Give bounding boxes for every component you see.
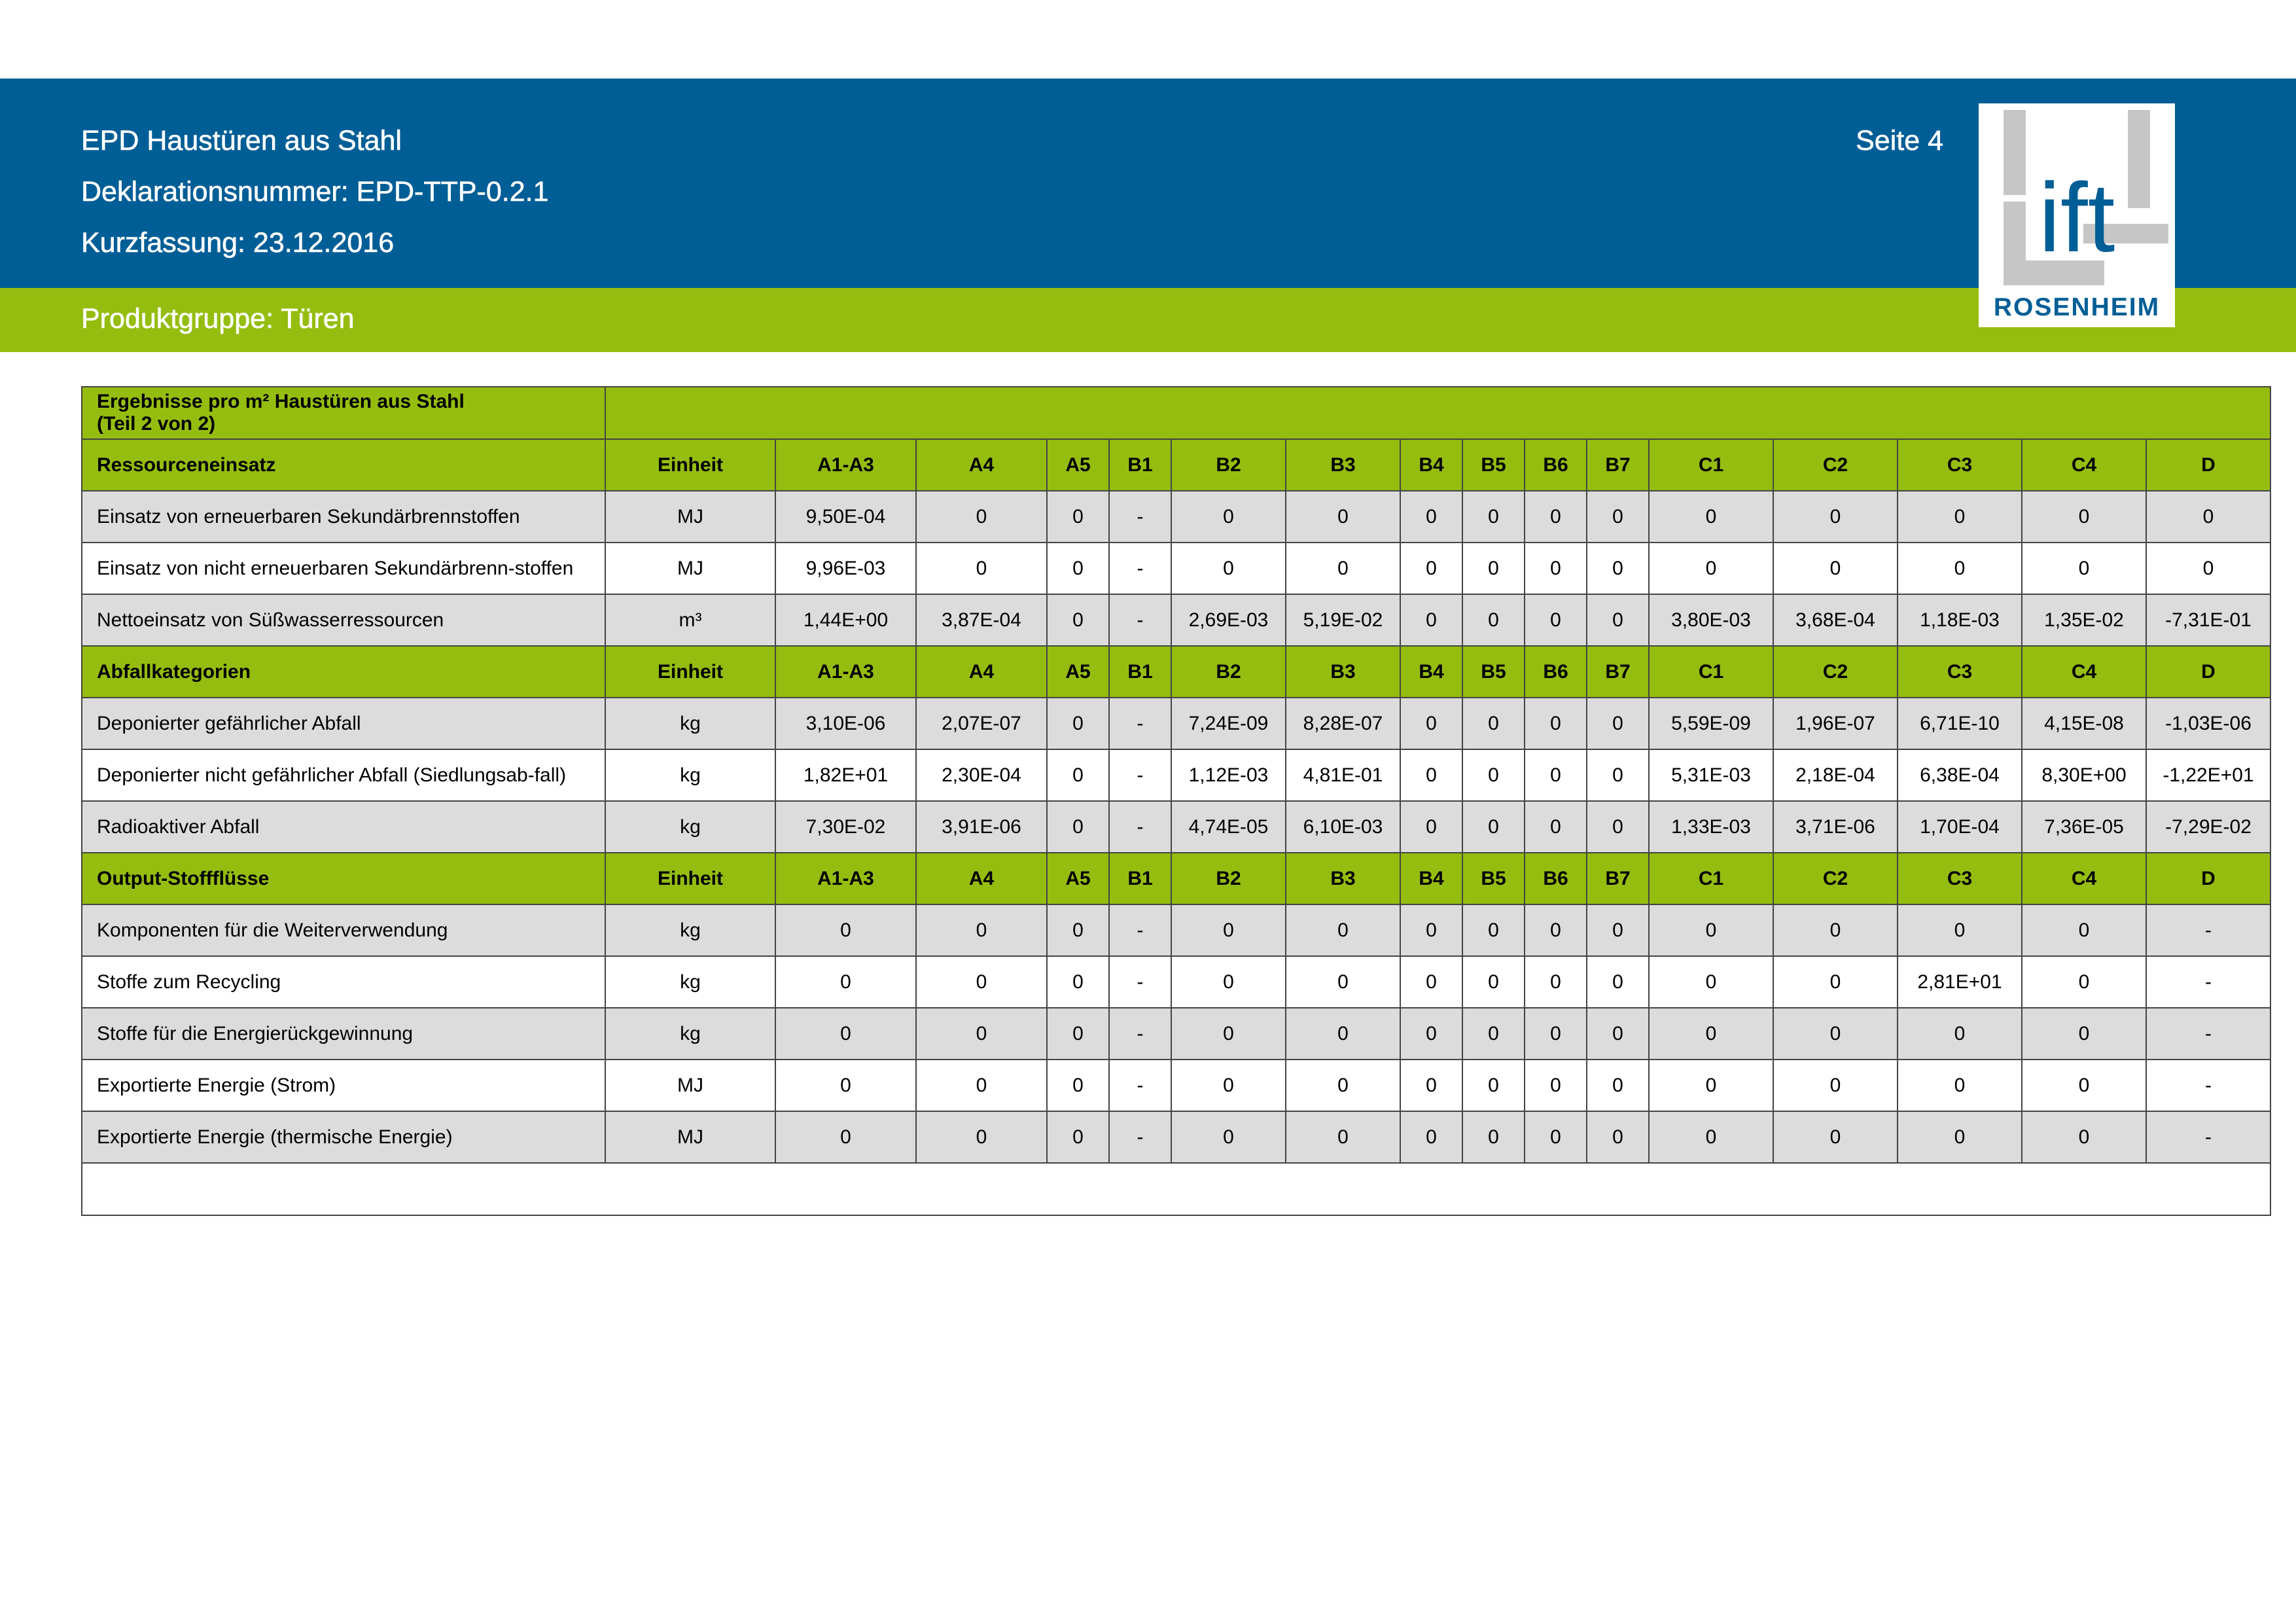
value-cell: 3,91E-06 [916, 801, 1047, 853]
value-cell: 0 [1171, 543, 1286, 594]
value-cell: 0 [1400, 801, 1462, 853]
row-unit: m³ [605, 594, 775, 646]
value-cell: 0 [1898, 904, 2022, 956]
column-header-c1: C1 [1649, 646, 1773, 698]
value-cell: 0 [1047, 491, 1109, 543]
table-empty-cell [82, 1163, 2270, 1215]
value-cell: 2,81E+01 [1898, 956, 2022, 1008]
column-header-b2: B2 [1171, 853, 1286, 904]
value-cell: 0 [1649, 491, 1773, 543]
value-cell: 0 [1587, 749, 1649, 801]
value-cell: 0 [775, 1060, 916, 1111]
value-cell: 0 [1286, 543, 1400, 594]
value-cell: 0 [1462, 749, 1525, 801]
unit-header: Einheit [605, 646, 775, 698]
value-cell: 0 [1898, 1111, 2022, 1163]
summary-date: Kurzfassung: 23.12.2016 [81, 227, 395, 259]
table-row [82, 1060, 2270, 1111]
section-header-row [82, 439, 2270, 491]
section-title: Output-Stoffflüsse [82, 853, 605, 904]
column-header-a1-a3: A1-A3 [775, 439, 916, 491]
column-header-b2: B2 [1171, 439, 1286, 491]
value-cell: 0 [1400, 956, 1462, 1008]
value-cell: 0 [2146, 543, 2270, 594]
section-title: Ressourceneinsatz [82, 439, 605, 491]
value-cell: - [2146, 1060, 2270, 1111]
value-cell: 0 [2022, 904, 2146, 956]
column-header-c3: C3 [1898, 439, 2022, 491]
value-cell: 5,59E-09 [1649, 698, 1773, 749]
value-cell: 0 [1525, 749, 1587, 801]
row-label: Exportierte Energie (thermische Energie) [82, 1111, 605, 1163]
value-cell: 0 [1286, 1111, 1400, 1163]
value-cell: 1,18E-03 [1898, 594, 2022, 646]
value-cell: 0 [1898, 1008, 2022, 1060]
value-cell: - [1109, 543, 1171, 594]
value-cell: 1,35E-02 [2022, 594, 2146, 646]
column-header-c3: C3 [1898, 646, 2022, 698]
results-table [81, 386, 2271, 1216]
value-cell: 0 [1286, 1008, 1400, 1060]
value-cell: 0 [1525, 956, 1587, 1008]
value-cell: 3,68E-04 [1773, 594, 1898, 646]
value-cell: 0 [1462, 594, 1525, 646]
value-cell: 0 [1587, 698, 1649, 749]
value-cell: 0 [1525, 1008, 1587, 1060]
value-cell: 0 [1400, 1008, 1462, 1060]
value-cell: 0 [1462, 1008, 1525, 1060]
value-cell: 0 [1171, 956, 1286, 1008]
value-cell: 0 [1462, 956, 1525, 1008]
value-cell: 9,50E-04 [775, 491, 916, 543]
document-title: EPD Haustüren aus Stahl [81, 125, 402, 156]
value-cell: 0 [1773, 1111, 1898, 1163]
row-unit: MJ [605, 1111, 775, 1163]
value-cell: 0 [1587, 801, 1649, 853]
column-header-a4: A4 [916, 853, 1047, 904]
section-title: Abfallkategorien [82, 646, 605, 698]
value-cell: 0 [1462, 491, 1525, 543]
section-header-row [82, 646, 2270, 698]
table-row [82, 749, 2270, 801]
value-cell: 0 [916, 956, 1047, 1008]
value-cell: 0 [1587, 956, 1649, 1008]
value-cell: 0 [1047, 543, 1109, 594]
value-cell: 0 [775, 1111, 916, 1163]
value-cell: 0 [2146, 491, 2270, 543]
value-cell: 0 [1525, 1060, 1587, 1111]
section-header-row [82, 853, 2270, 904]
table-caption-line2: (Teil 2 von 2) [97, 413, 216, 435]
value-cell: 0 [916, 1060, 1047, 1111]
column-header-c2: C2 [1773, 646, 1898, 698]
value-cell: 0 [1649, 1008, 1773, 1060]
column-header-b2: B2 [1171, 646, 1286, 698]
value-cell: 8,28E-07 [1286, 698, 1400, 749]
column-header-b5: B5 [1462, 646, 1525, 698]
value-cell: 1,44E+00 [775, 594, 916, 646]
unit-header: Einheit [605, 439, 775, 491]
column-header-d: D [2146, 853, 2270, 904]
column-header-a1-a3: A1-A3 [775, 646, 916, 698]
value-cell: 3,87E-04 [916, 594, 1047, 646]
value-cell: 0 [1286, 904, 1400, 956]
value-cell: 0 [1773, 491, 1898, 543]
value-cell: 0 [1047, 801, 1109, 853]
column-header-a5: A5 [1047, 646, 1109, 698]
column-header-d: D [2146, 439, 2270, 491]
table-caption-line1: Ergebnisse pro m² Haustüren aus Stahl [97, 391, 465, 412]
value-cell: 0 [1587, 594, 1649, 646]
value-cell: - [2146, 1111, 2270, 1163]
row-label: Radioaktiver Abfall [82, 801, 605, 853]
value-cell: 0 [2022, 1060, 2146, 1111]
table-caption-row [82, 387, 2270, 439]
value-cell: 0 [1047, 594, 1109, 646]
value-cell: 1,12E-03 [1171, 749, 1286, 801]
value-cell: 0 [1525, 904, 1587, 956]
table-row [82, 491, 2270, 543]
column-header-c3: C3 [1898, 853, 2022, 904]
value-cell: 0 [916, 543, 1047, 594]
declaration-number: Deklarationsnummer: EPD-TTP-0.2.1 [81, 176, 549, 207]
value-cell: 0 [1525, 543, 1587, 594]
row-unit: kg [605, 698, 775, 749]
column-header-b4: B4 [1400, 646, 1462, 698]
value-cell: 5,19E-02 [1286, 594, 1400, 646]
value-cell: 8,30E+00 [2022, 749, 2146, 801]
value-cell: 0 [1047, 698, 1109, 749]
value-cell: 6,71E-10 [1898, 698, 2022, 749]
row-unit: kg [605, 1008, 775, 1060]
value-cell: 0 [1047, 749, 1109, 801]
row-unit: kg [605, 801, 775, 853]
column-header-c4: C4 [2022, 853, 2146, 904]
value-cell: 0 [1773, 1008, 1898, 1060]
table-row [82, 956, 2270, 1008]
value-cell: -7,29E-02 [2146, 801, 2270, 853]
value-cell: 0 [1400, 543, 1462, 594]
value-cell: 6,38E-04 [1898, 749, 2022, 801]
value-cell: 0 [1400, 1111, 1462, 1163]
row-label: Komponenten für die Weiterverwendung [82, 904, 605, 956]
value-cell: 0 [2022, 491, 2146, 543]
table-row [82, 594, 2270, 646]
column-header-a4: A4 [916, 439, 1047, 491]
value-cell: 0 [916, 491, 1047, 543]
column-header-a5: A5 [1047, 439, 1109, 491]
value-cell: -1,03E-06 [2146, 698, 2270, 749]
row-label: Einsatz von erneuerbaren Sekundärbrennstoffen [82, 491, 605, 543]
value-cell: - [2146, 956, 2270, 1008]
table-row [82, 698, 2270, 749]
table-row [82, 1008, 2270, 1060]
value-cell: 0 [1400, 698, 1462, 749]
table-caption-filler [605, 387, 2270, 439]
value-cell: 0 [1462, 904, 1525, 956]
value-cell: - [1109, 1008, 1171, 1060]
value-cell: 0 [1525, 1111, 1587, 1163]
row-unit: MJ [605, 1060, 775, 1111]
value-cell: - [1109, 904, 1171, 956]
value-cell: -7,31E-01 [2146, 594, 2270, 646]
value-cell: 3,71E-06 [1773, 801, 1898, 853]
value-cell: - [1109, 1111, 1171, 1163]
value-cell: - [1109, 698, 1171, 749]
column-header-b4: B4 [1400, 439, 1462, 491]
value-cell: 0 [1400, 904, 1462, 956]
product-group: Produktgruppe: Türen [81, 303, 355, 334]
value-cell: 3,10E-06 [775, 698, 916, 749]
value-cell: 0 [916, 904, 1047, 956]
row-unit: MJ [605, 491, 775, 543]
column-header-d: D [2146, 646, 2270, 698]
value-cell: 0 [1773, 543, 1898, 594]
table-row [82, 543, 2270, 594]
row-unit: kg [605, 956, 775, 1008]
value-cell: 0 [2022, 956, 2146, 1008]
value-cell: 0 [1587, 1111, 1649, 1163]
value-cell: 0 [1462, 698, 1525, 749]
value-cell: - [1109, 749, 1171, 801]
value-cell: 0 [1525, 698, 1587, 749]
value-cell: 0 [1400, 749, 1462, 801]
column-header-b4: B4 [1400, 853, 1462, 904]
table-row [82, 1111, 2270, 1163]
value-cell: 0 [1773, 956, 1898, 1008]
value-cell: 4,15E-08 [2022, 698, 2146, 749]
value-cell: 1,70E-04 [1898, 801, 2022, 853]
value-cell: 0 [1400, 1060, 1462, 1111]
value-cell: 2,07E-07 [916, 698, 1047, 749]
row-label: Exportierte Energie (Strom) [82, 1060, 605, 1111]
value-cell: 0 [1649, 543, 1773, 594]
value-cell: 0 [1171, 1060, 1286, 1111]
value-cell: 1,82E+01 [775, 749, 916, 801]
value-cell: 0 [1047, 904, 1109, 956]
column-header-c1: C1 [1649, 439, 1773, 491]
row-unit: MJ [605, 543, 775, 594]
value-cell: 5,31E-03 [1649, 749, 1773, 801]
value-cell: 0 [916, 1008, 1047, 1060]
column-header-b6: B6 [1525, 646, 1587, 698]
value-cell: 0 [1462, 543, 1525, 594]
value-cell: 0 [1286, 1060, 1400, 1111]
value-cell: 4,74E-05 [1171, 801, 1286, 853]
value-cell: 0 [1400, 594, 1462, 646]
row-unit: kg [605, 904, 775, 956]
column-header-b1: B1 [1109, 439, 1171, 491]
value-cell: 7,24E-09 [1171, 698, 1286, 749]
table-caption [82, 387, 605, 439]
table-empty-row [82, 1163, 2270, 1215]
column-header-b3: B3 [1286, 853, 1400, 904]
value-cell: 9,96E-03 [775, 543, 916, 594]
value-cell: - [1109, 1060, 1171, 1111]
value-cell: 0 [1587, 1060, 1649, 1111]
value-cell: 0 [2022, 1008, 2146, 1060]
value-cell: - [2146, 1008, 2270, 1060]
row-label: Stoffe für die Energierückgewinnung [82, 1008, 605, 1060]
value-cell: 0 [775, 1008, 916, 1060]
row-label: Nettoeinsatz von Süßwasserressourcen [82, 594, 605, 646]
value-cell: - [2146, 904, 2270, 956]
column-header-b6: B6 [1525, 439, 1587, 491]
column-header-c2: C2 [1773, 439, 1898, 491]
value-cell: 1,33E-03 [1649, 801, 1773, 853]
value-cell: 0 [1587, 491, 1649, 543]
table-row [82, 801, 2270, 853]
value-cell: 0 [2022, 543, 2146, 594]
value-cell: 2,69E-03 [1171, 594, 1286, 646]
value-cell: 0 [1898, 491, 2022, 543]
value-cell: - [1109, 594, 1171, 646]
row-label: Deponierter nicht gefährlicher Abfall (Siedlungsab-fall) [82, 749, 605, 801]
value-cell: 0 [1525, 801, 1587, 853]
value-cell: 1,96E-07 [1773, 698, 1898, 749]
column-header-b5: B5 [1462, 853, 1525, 904]
column-header-c4: C4 [2022, 646, 2146, 698]
value-cell: 0 [1171, 491, 1286, 543]
row-unit: kg [605, 749, 775, 801]
value-cell: 0 [1898, 1060, 2022, 1111]
value-cell: 4,81E-01 [1286, 749, 1400, 801]
row-label: Stoffe zum Recycling [82, 956, 605, 1008]
column-header-b3: B3 [1286, 646, 1400, 698]
value-cell: 0 [1525, 491, 1587, 543]
column-header-b1: B1 [1109, 853, 1171, 904]
unit-header: Einheit [605, 853, 775, 904]
column-header-b7: B7 [1587, 439, 1649, 491]
value-cell: 0 [1649, 1111, 1773, 1163]
value-cell: 2,18E-04 [1773, 749, 1898, 801]
value-cell: 3,80E-03 [1649, 594, 1773, 646]
table-row [82, 904, 2270, 956]
value-cell: - [1109, 801, 1171, 853]
ift-logo-text: ift [2038, 162, 2115, 272]
column-header-a1-a3: A1-A3 [775, 853, 916, 904]
value-cell: 0 [1525, 594, 1587, 646]
value-cell: 0 [1171, 1008, 1286, 1060]
value-cell: 0 [1587, 904, 1649, 956]
row-label: Einsatz von nicht erneuerbaren Sekundärbrenn-stoffen [82, 543, 605, 594]
value-cell: -1,22E+01 [2146, 749, 2270, 801]
column-header-b7: B7 [1587, 853, 1649, 904]
value-cell: 0 [775, 956, 916, 1008]
value-cell: 0 [1462, 1060, 1525, 1111]
column-header-c4: C4 [2022, 439, 2146, 491]
value-cell: 0 [775, 904, 916, 956]
value-cell: 6,10E-03 [1286, 801, 1400, 853]
column-header-b7: B7 [1587, 646, 1649, 698]
value-cell: 0 [1773, 904, 1898, 956]
value-cell: 7,36E-05 [2022, 801, 2146, 853]
value-cell: 0 [1898, 543, 2022, 594]
column-header-b5: B5 [1462, 439, 1525, 491]
value-cell: 0 [1286, 491, 1400, 543]
value-cell: 7,30E-02 [775, 801, 916, 853]
row-label: Deponierter gefährlicher Abfall [82, 698, 605, 749]
value-cell: 0 [1462, 1111, 1525, 1163]
column-header-c2: C2 [1773, 853, 1898, 904]
value-cell: 0 [1587, 1008, 1649, 1060]
value-cell: 0 [1773, 1060, 1898, 1111]
logo-city-label: ROSENHEIM [1993, 293, 2161, 321]
value-cell: 0 [1400, 491, 1462, 543]
column-header-b1: B1 [1109, 646, 1171, 698]
column-header-b6: B6 [1525, 853, 1587, 904]
value-cell: 0 [916, 1111, 1047, 1163]
value-cell: 2,30E-04 [916, 749, 1047, 801]
value-cell: 0 [1649, 904, 1773, 956]
column-header-b3: B3 [1286, 439, 1400, 491]
value-cell: 0 [1286, 956, 1400, 1008]
column-header-a4: A4 [916, 646, 1047, 698]
value-cell: - [1109, 491, 1171, 543]
page-number: Seite 4 [1856, 125, 1943, 156]
value-cell: 0 [1649, 956, 1773, 1008]
value-cell: - [1109, 956, 1171, 1008]
value-cell: 0 [1587, 543, 1649, 594]
value-cell: 0 [1047, 1111, 1109, 1163]
value-cell: 0 [1047, 1008, 1109, 1060]
value-cell: 0 [1047, 1060, 1109, 1111]
value-cell: 0 [1649, 1060, 1773, 1111]
value-cell: 0 [1047, 956, 1109, 1008]
value-cell: 0 [2022, 1111, 2146, 1163]
value-cell: 0 [1462, 801, 1525, 853]
column-header-c1: C1 [1649, 853, 1773, 904]
ift-rosenheim-logo [1979, 103, 2175, 327]
column-header-a5: A5 [1047, 853, 1109, 904]
value-cell: 0 [1171, 1111, 1286, 1163]
value-cell: 0 [1171, 904, 1286, 956]
